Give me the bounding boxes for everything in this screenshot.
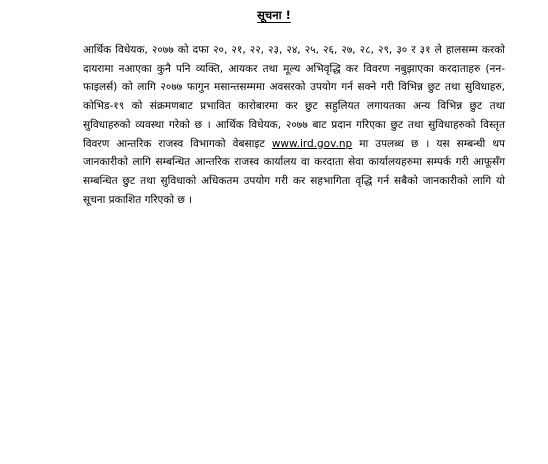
notice-body-part1: आर्थिक विधेयक, २०७७ को दफा २०, २१, २२, २३, २४, २५, २६, २७, २८, २९, ३० र ३१ ले हालसम्म करको दायरामा नआएका कुनै पनि व्यक्ति, आयकर तथा मूल्य अभिवृद्धि कर विवरण नबुझाएका करदाताहरु (नन-फाइलर्स) को लागि २०७७ फागुन मसान्तसम्ममा अवसरको उपयोग गर्न सक्ने गरी विभिन्न छुट तथा सुविधाहरु, कोभिड-१९ को संक्रमणबाट प्रभावित कारोबारमा कर छुट सहुलियत लगायतका अन्य विभिन्न छुट तथा सुविधाहरुको व्यवस्था गरेको छ । आर्थिक विधेयक, २०७७ बाट प्रदान गरिएका छुट तथा सुविधाहरुको विस्तृत विवरण आन्तरिक राजस्व विभागको वेबसाइट xyxy=(83,44,505,150)
website-link[interactable]: www.ird.gov.np xyxy=(271,137,353,150)
notice-body-part2: मा उपलब्ध छ । यस सम्बन्धी थप जानकारीको लागि सम्बन्धित आन्तरिक राजस्व कार्यालय वा करदाता सेवा कार्यालयहरुमा सम्पर्क गरी आफूसँग सम्बन्धित छुट तथा सुविधाको अधिकतम उपयोग गरी कर सहभागिता वृद्धि गर्न सबैको जानकारीको लागि यो सूचना प्रकाशित गरिएको छ । xyxy=(83,137,506,206)
notice-title: सूचना ! xyxy=(257,8,291,22)
notice-body xyxy=(83,41,505,209)
